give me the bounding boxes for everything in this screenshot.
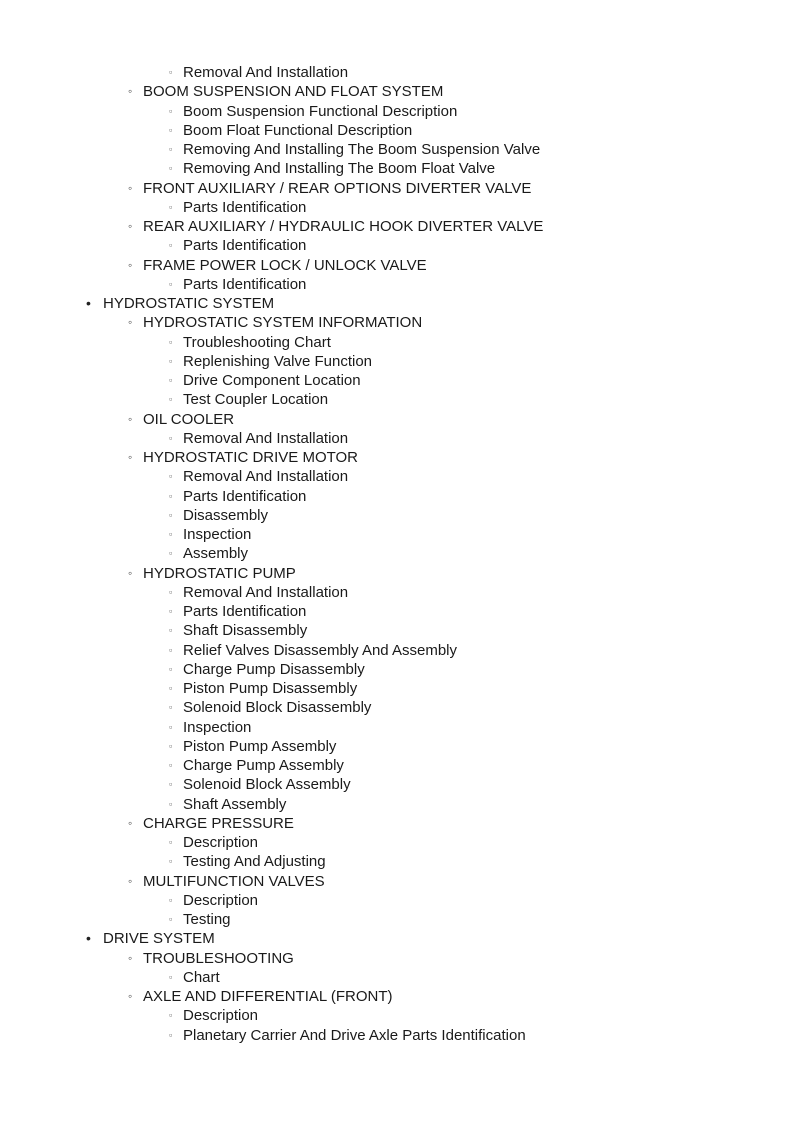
toc-item-label: Planetary Carrier And Drive Axle Parts Identification	[183, 1026, 526, 1044]
bullet-square-icon: ▫	[169, 586, 173, 597]
toc-item-level-1[interactable]	[0, 564, 794, 583]
toc-item-label: Chart	[183, 968, 220, 986]
bullet-square-icon: ▫	[169, 779, 173, 790]
toc-item-level-1[interactable]	[0, 872, 794, 891]
toc-item-level-0[interactable]	[0, 929, 794, 948]
toc-item-level-1[interactable]	[0, 82, 794, 101]
toc-item-level-2[interactable]	[0, 737, 794, 756]
toc-item-label: Troubleshooting Chart	[183, 333, 331, 351]
bullet-square-icon: ▫	[169, 606, 173, 616]
bullet-square-icon: ▫	[169, 914, 173, 924]
bullet-circle-icon: ◦	[128, 257, 133, 272]
toc-item-level-2[interactable]	[0, 1026, 794, 1045]
bullet-square-icon: ▫	[169, 837, 173, 847]
bullet-square-icon: ▫	[169, 509, 173, 520]
bullet-circle-icon: ◦	[128, 815, 133, 830]
toc-item-level-1[interactable]	[0, 814, 794, 833]
toc-item-label: Parts Identification	[183, 237, 307, 255]
bullet-square-icon: ▫	[169, 760, 173, 770]
toc-item-level-1[interactable]	[0, 179, 794, 198]
toc-item-label: AXLE AND DIFFERENTIAL (FRONT)	[143, 988, 393, 1005]
bullet-square-icon: ▫	[169, 856, 173, 867]
toc-item-level-2[interactable]	[0, 756, 794, 775]
toc-item-label: Parts Identification	[183, 487, 307, 505]
bullet-square-icon: ▫	[169, 971, 173, 982]
toc-item-level-1[interactable]	[0, 256, 794, 275]
toc-item-label: MULTIFUNCTION VALVES	[143, 872, 325, 890]
toc-item-label: Assembly	[183, 545, 249, 563]
toc-item-label: CHARGE PRESSURE	[143, 814, 294, 832]
toc-item-level-2[interactable]	[0, 63, 794, 82]
toc-item-level-2[interactable]	[0, 159, 794, 178]
toc-item-label: Parts Identification	[183, 603, 307, 620]
toc-item-label: Charge Pump Assembly	[183, 757, 344, 774]
bullet-disc-icon: •	[86, 930, 91, 947]
toc-item-level-2[interactable]	[0, 525, 794, 544]
bullet-square-icon: ▫	[169, 432, 173, 443]
bullet-square-icon: ▫	[169, 67, 173, 77]
bullet-circle-icon: ◦	[128, 989, 133, 1003]
toc-item-level-1[interactable]	[0, 949, 794, 968]
toc-item-label: Test Coupler Location	[183, 391, 329, 409]
toc-item-level-2[interactable]	[0, 352, 794, 371]
toc-item-level-2[interactable]	[0, 390, 794, 409]
bullet-circle-icon: ◦	[128, 411, 133, 426]
bullet-square-icon: ▫	[169, 375, 173, 385]
toc-item-level-2[interactable]	[0, 371, 794, 390]
toc-item-label: Removal And Installation	[183, 468, 349, 486]
bullet-square-icon: ▫	[169, 663, 173, 674]
toc-item-level-2[interactable]	[0, 698, 794, 717]
toc-item-level-2[interactable]	[0, 621, 794, 640]
toc-item-label: Boom Float Functional Description	[183, 121, 413, 139]
bullet-square-icon: ▫	[169, 683, 173, 693]
toc-item-level-2[interactable]	[0, 140, 794, 159]
toc-item-label: Shaft Disassembly	[183, 622, 308, 640]
bullet-square-icon: ▫	[169, 144, 173, 154]
toc-item-level-2[interactable]	[0, 718, 794, 737]
bullet-square-icon: ▫	[169, 240, 173, 251]
toc-item-level-2[interactable]	[0, 775, 794, 794]
bullet-square-icon: ▫	[169, 105, 173, 116]
bullet-square-icon: ▫	[169, 355, 173, 366]
toc-item-level-1[interactable]	[0, 313, 794, 332]
bullet-square-icon: ▫	[169, 394, 173, 405]
toc-item-label: HYDROSTATIC SYSTEM INFORMATION	[143, 314, 423, 332]
bullet-square-icon: ▫	[169, 529, 173, 539]
toc-item-label: HYDROSTATIC PUMP	[143, 564, 296, 582]
table-of-contents	[0, 63, 794, 1045]
bullet-square-icon: ▫	[169, 702, 173, 713]
bullet-circle-icon: ◦	[128, 84, 133, 99]
toc-item-level-2[interactable]	[0, 795, 794, 814]
toc-item-level-1[interactable]	[0, 217, 794, 236]
toc-item-label: Description	[183, 834, 259, 851]
toc-item-level-2[interactable]	[0, 910, 794, 929]
bullet-circle-icon: ◦	[128, 315, 133, 330]
toc-item-label: BOOM SUSPENSION AND FLOAT SYSTEM	[143, 83, 444, 101]
toc-item-label: Charge Pump Disassembly	[183, 660, 365, 678]
toc-item-label: DRIVE SYSTEM	[103, 930, 215, 948]
toc-item-label: Replenishing Valve Function	[183, 352, 373, 370]
toc-item-level-1[interactable]	[0, 448, 794, 467]
toc-item-label: Removal And Installation	[183, 583, 349, 601]
bullet-square-icon: ▫	[169, 490, 173, 501]
toc-item-label: Solenoid Block Assembly	[183, 776, 351, 794]
bullet-square-icon: ▫	[169, 644, 173, 655]
toc-item-label: TROUBLESHOOTING	[143, 949, 294, 967]
toc-item-label: Disassembly	[183, 506, 269, 524]
toc-item-level-2[interactable]	[0, 679, 794, 698]
bullet-circle-icon: ◦	[128, 450, 133, 464]
toc-item-level-2[interactable]	[0, 121, 794, 140]
bullet-square-icon: ▫	[169, 163, 173, 174]
toc-item-level-2[interactable]	[0, 102, 794, 121]
bullet-circle-icon: ◦	[128, 873, 133, 888]
toc-item-label: Parts Identification	[183, 275, 307, 293]
toc-item-label: Removal And Installation	[183, 64, 349, 81]
bullet-square-icon: ▫	[169, 471, 173, 482]
toc-item-level-2[interactable]	[0, 275, 794, 294]
toc-item-label: Piston Pump Disassembly	[183, 680, 358, 697]
toc-item-level-2[interactable]	[0, 487, 794, 506]
toc-item-label: Inspection	[183, 526, 252, 543]
toc-item-label: Relief Valves Disassembly And Assembly	[183, 641, 457, 659]
toc-item-level-2[interactable]	[0, 198, 794, 217]
toc-item-label: Shaft Assembly	[183, 795, 287, 813]
toc-item-label: Removing And Installing The Boom Float Valve	[183, 160, 496, 178]
toc-item-label: Testing	[183, 911, 231, 928]
toc-item-level-2[interactable]	[0, 968, 794, 987]
toc-item-label: Removing And Installing The Boom Suspension Valve	[183, 141, 541, 158]
bullet-square-icon: ▫	[169, 721, 173, 732]
bullet-square-icon: ▫	[169, 278, 173, 289]
toc-item-level-2[interactable]	[0, 467, 794, 486]
bullet-disc-icon: •	[86, 295, 91, 311]
toc-item-label: Description	[183, 891, 259, 909]
toc-item-level-1[interactable]	[0, 410, 794, 429]
toc-item-label: REAR AUXILIARY / HYDRAULIC HOOK DIVERTER VALVE	[143, 218, 544, 235]
bullet-circle-icon: ◦	[128, 219, 133, 233]
bullet-circle-icon: ◦	[128, 565, 133, 580]
toc-item-level-2[interactable]	[0, 660, 794, 679]
toc-item-label: Boom Suspension Functional Description	[183, 102, 458, 120]
bullet-square-icon: ▫	[169, 336, 173, 347]
bullet-square-icon: ▫	[169, 625, 173, 636]
toc-item-level-2[interactable]	[0, 236, 794, 255]
bullet-square-icon: ▫	[169, 124, 173, 135]
toc-item-label: Parts Identification	[183, 198, 307, 216]
bullet-square-icon: ▫	[169, 798, 173, 809]
toc-item-level-2[interactable]	[0, 641, 794, 660]
bullet-circle-icon: ◦	[128, 180, 133, 195]
toc-item-level-2[interactable]	[0, 833, 794, 852]
toc-item-level-2[interactable]	[0, 852, 794, 871]
bullet-square-icon: ▫	[169, 894, 173, 905]
toc-item-label: HYDROSTATIC DRIVE MOTOR	[143, 449, 359, 466]
toc-item-level-2[interactable]	[0, 506, 794, 525]
toc-item-level-2[interactable]	[0, 333, 794, 352]
bullet-square-icon: ▫	[169, 548, 173, 559]
toc-item-label: Description	[183, 1007, 259, 1025]
toc-item-label: Inspection	[183, 718, 252, 736]
toc-item-label: HYDROSTATIC SYSTEM	[103, 295, 275, 312]
toc-item-label: Testing And Adjusting	[183, 853, 326, 871]
bullet-square-icon: ▫	[169, 740, 173, 751]
toc-item-level-2[interactable]	[0, 1006, 794, 1025]
toc-item-label: FRONT AUXILIARY / REAR OPTIONS DIVERTER VALVE	[143, 179, 532, 197]
toc-item-label: Piston Pump Assembly	[183, 737, 337, 755]
toc-item-level-2[interactable]	[0, 544, 794, 563]
bullet-square-icon: ▫	[169, 201, 173, 212]
toc-item-level-1[interactable]	[0, 987, 794, 1006]
toc-item-level-2[interactable]	[0, 602, 794, 621]
toc-item-level-2[interactable]	[0, 583, 794, 602]
toc-item-label: Removal And Installation	[183, 429, 349, 447]
toc-item-label: FRAME POWER LOCK / UNLOCK VALVE	[143, 256, 427, 274]
toc-item-label: Solenoid Block Disassembly	[183, 699, 372, 717]
toc-item-label: OIL COOLER	[143, 410, 235, 428]
toc-item-level-0[interactable]	[0, 294, 794, 313]
bullet-circle-icon: ◦	[128, 950, 133, 965]
toc-item-label: Drive Component Location	[183, 372, 361, 389]
toc-item-level-2[interactable]	[0, 891, 794, 910]
toc-item-level-2[interactable]	[0, 429, 794, 448]
bullet-square-icon: ▫	[169, 1029, 173, 1040]
bullet-square-icon: ▫	[169, 1010, 173, 1021]
